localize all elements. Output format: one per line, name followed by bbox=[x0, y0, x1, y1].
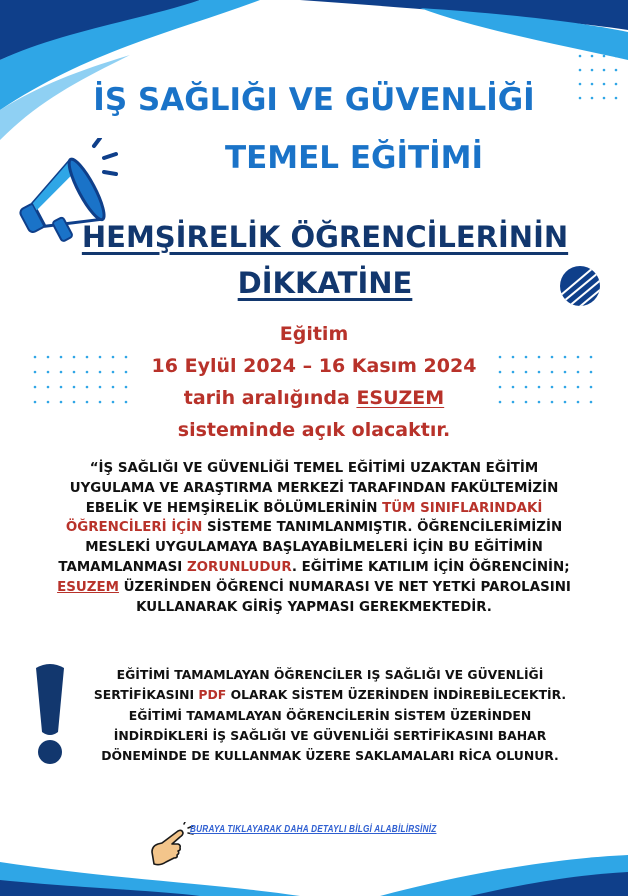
page-title-line-2: TEMEL EĞİTİMİ bbox=[224, 140, 484, 176]
dates-line-4: sisteminde açık olacaktır. bbox=[177, 419, 451, 441]
dates-line-3 bbox=[0, 387, 628, 409]
note-line: EĞİTİMİ TAMAMLAYAN ÖĞRENCİLER IŞ SAĞLIĞI VE GÜVENLİĞİ bbox=[116, 667, 544, 682]
esuzem-body-link[interactable]: ESUZEM bbox=[57, 579, 119, 595]
body-line: ÖĞRENCİLERİ İÇİN SİSTEME TANIMLANMIŞTIR. ÖĞRENCİLERİMİZİN bbox=[65, 520, 563, 536]
note-line: DÖNEMİNDE DE KULLANMAK ÜZERE SAKLAMALARI RİCA OLUNUR. bbox=[101, 748, 559, 764]
body-line: TAMAMLANMASI ZORUNLUDUR. EĞİTİME KATILIM İÇİN ÖĞRENCİNİN; bbox=[58, 559, 570, 575]
note-line: İNDİRDİKLERİ İŞ SAĞLIĞI VE GÜVENLİĞİ SERTİFİKASINI BAHAR bbox=[113, 727, 547, 743]
page-title-line-1: İŞ SAĞLIĞI VE GÜVENLİĞİ bbox=[93, 82, 535, 118]
pointing-hand-icon bbox=[148, 822, 194, 872]
body-line: ESUZEM ÜZERİNDEN ÖĞRENCİ NUMARASI VE NET YETKİ PAROLASINI bbox=[57, 579, 571, 595]
dates-range: 16 Eylül 2024 – 16 Kasım 2024 bbox=[151, 355, 477, 377]
notice-heading-line-2: DİKKATİNE bbox=[237, 266, 413, 300]
note-line: EĞİTİMİ TAMAMLAYAN ÖĞRENCİLERİN SİSTEM ÜZERİNDEN bbox=[128, 707, 532, 723]
highlight-mandatory: ZORUNLUDUR bbox=[186, 559, 292, 575]
highlight-all-classes: TÜM SINIFLARINDAKİ bbox=[382, 500, 543, 516]
highlight-students: ÖĞRENCİLERİ İÇİN bbox=[65, 520, 203, 536]
notice-heading-line-1: HEMŞİRELİK ÖĞRENCİLERİNİN bbox=[81, 220, 569, 254]
esuzem-link[interactable]: ESUZEM bbox=[356, 387, 445, 409]
body-line: MESLEKİ UYGULAMAYA BAŞLAYABİLMELERİ İÇİN BU EĞİTİMİN bbox=[85, 540, 543, 556]
body-line: UYGULAMA VE ARAŞTIRMA MERKEZİ TARAFINDAN FAKÜLTEMİZİN bbox=[69, 480, 559, 496]
note-line: SERTİFİKASINI PDF OLARAK SİSTEM ÜZERİNDEN İNDİREBİLECEKTİR. bbox=[93, 687, 567, 703]
more-info-link[interactable]: BURAYA TIKLAYARAK DAHA DETAYLI BİLGİ ALABİLİRSİNİZ bbox=[190, 823, 437, 835]
note-paragraph bbox=[60, 665, 600, 766]
body-line: KULLANARAK GİRİŞ YAPMASI GEREKMEKTEDİR. bbox=[136, 599, 492, 615]
dates-line-1: Eğitim bbox=[279, 323, 349, 345]
body-line: EBELİK VE HEMŞİRELİK BÖLÜMLERİNİN TÜM SINIFLARINDAKİ bbox=[85, 500, 543, 516]
dates-line-3-prefix: tarih aralığında bbox=[183, 387, 357, 409]
body-line: “İŞ SAĞLIĞI VE GÜVENLİĞİ TEMEL EĞİTİMİ UZAKTAN EĞİTİM bbox=[89, 461, 539, 476]
highlight-pdf: PDF bbox=[198, 687, 227, 703]
body-paragraph bbox=[34, 459, 594, 617]
